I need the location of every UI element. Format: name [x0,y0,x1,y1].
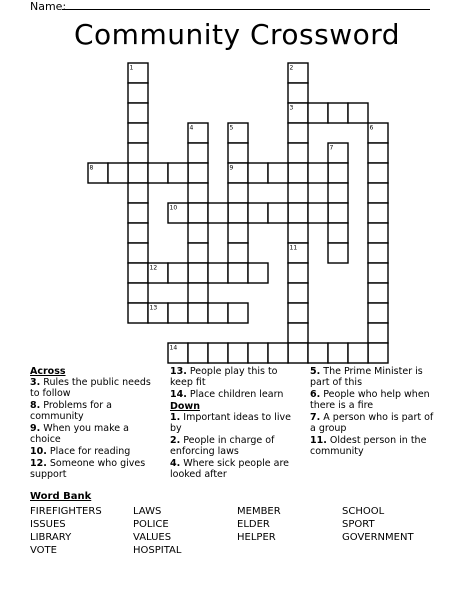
clue-number: 2. [170,435,181,446]
crossword-cell[interactable] [128,223,148,243]
page-title: Community Crossword [73,18,401,51]
crossword-cell[interactable] [168,263,188,283]
word-bank-item: POLICE [133,519,169,530]
crossword-cell[interactable] [108,163,128,183]
cell-number: 14 [169,344,178,352]
clue-text: A person who is part of a group [310,412,434,434]
clue-number: 14. [170,389,187,400]
crossword-cell[interactable] [168,303,188,323]
clue-number: 13. [170,366,187,377]
word-bank-item: MEMBER [237,506,281,517]
crossword-cell[interactable] [288,183,308,203]
crossword-cell[interactable] [128,203,148,223]
word-bank-column-2 [133,505,181,557]
crossword-cell[interactable] [248,343,268,363]
crossword-cell[interactable] [328,163,348,183]
clue-number: 6. [310,389,321,400]
crossword-cell[interactable] [188,223,208,243]
clue-number: 10. [30,446,47,457]
clue-number: 1. [170,412,181,423]
word-bank-title: Word Bank [30,491,92,502]
clue-down-7 [310,412,440,434]
clue-across-10 [30,446,158,457]
cell-number: 1 [129,64,134,72]
crossword-cell[interactable] [368,343,388,363]
crossword-cell[interactable] [288,283,308,303]
word-bank-item: LIBRARY [30,532,72,543]
crossword-cell[interactable] [368,143,388,163]
clue-number: 9. [30,423,41,434]
cell-number: 10 [169,204,178,212]
crossword-cell[interactable] [288,303,308,323]
cell-number: 3 [289,104,294,112]
clue-across-8 [30,400,158,422]
clue-text: Rules the public needs to follow [30,377,151,399]
crossword-cell[interactable] [228,203,248,223]
crossword-cell[interactable] [188,163,208,183]
clue-text: Important ideas to live by [170,412,291,434]
down-heading: Down [170,401,200,412]
clue-number: 8. [30,400,41,411]
clue-number: 11. [310,435,327,446]
crossword-cell[interactable] [308,343,328,363]
crossword-cell[interactable] [288,83,308,103]
crossword-cell[interactable] [288,163,308,183]
clue-down-11 [310,435,440,457]
clue-text: Place children learn [189,389,284,400]
cell-number: 9 [229,164,234,172]
crossword-cell[interactable] [168,163,188,183]
clue-number: 4. [170,458,181,469]
crossword-cell[interactable] [208,263,228,283]
crossword-cell[interactable] [188,203,208,223]
crossword-cell[interactable] [228,143,248,163]
crossword-cell[interactable] [368,163,388,183]
clue-across-13 [170,366,302,388]
crossword-cell[interactable] [248,163,268,183]
crossword-cell[interactable] [368,243,388,263]
word-bank-item: SCHOOL [342,506,385,517]
crossword-cell[interactable] [328,243,348,263]
crossword-cell[interactable] [128,103,148,123]
crossword-cell[interactable] [348,103,368,123]
cell-number: 11 [289,244,298,252]
crossword-cell[interactable] [328,183,348,203]
crossword-cell[interactable] [308,163,328,183]
crossword-cell[interactable] [368,283,388,303]
clue-number: 5. [310,366,321,377]
word-bank-item: LAWS [133,506,162,517]
cell-number: 5 [229,124,234,132]
clue-text: Someone who gives support [30,458,146,480]
clue-text: The Prime Minister is part of this [310,366,423,388]
cell-number: 4 [189,124,194,132]
crossword-cell[interactable] [188,243,208,263]
crossword-cell[interactable] [288,203,308,223]
crossword-cell[interactable] [288,123,308,143]
crossword-cell[interactable] [188,183,208,203]
clue-text: People in charge of enforcing laws [170,435,275,457]
crossword-cell[interactable] [248,263,268,283]
crossword-cell[interactable] [128,263,148,283]
crossword-cell[interactable] [368,303,388,323]
clue-across-14 [170,389,302,400]
clue-text: When you make a choice [30,423,129,445]
word-bank-column-1 [30,505,102,557]
crossword-cell[interactable] [128,143,148,163]
crossword-cell[interactable] [288,143,308,163]
name-label: Name: [30,0,67,13]
crossword-cell[interactable] [368,203,388,223]
word-bank-item: VALUES [133,532,172,543]
cell-number: 7 [329,144,334,152]
crossword-cell[interactable] [308,103,328,123]
word-bank-item: ISSUES [30,519,66,530]
clue-text: People who help when there is a fire [310,389,430,411]
crossword-cell[interactable] [228,183,248,203]
clues-column-3 [310,366,440,458]
crossword-cell[interactable] [368,183,388,203]
word-bank-item: ELDER [237,519,270,530]
clue-down-5 [310,366,440,388]
clue-number: 3. [30,377,41,388]
cell-number: 13 [149,304,158,312]
word-bank-item: GOVERNMENT [342,532,414,543]
crossword-cell[interactable] [368,223,388,243]
crossword-cell[interactable] [128,303,148,323]
crossword-cell[interactable] [368,263,388,283]
clue-across-12 [30,458,158,480]
crossword-cell[interactable] [128,283,148,303]
crossword-cell[interactable] [268,203,288,223]
crossword-cell[interactable] [188,143,208,163]
crossword-cell[interactable] [208,343,228,363]
cell-number: 6 [369,124,374,132]
clue-down-6 [310,389,440,411]
crossword-cell[interactable] [288,263,308,283]
crossword-cell[interactable] [228,263,248,283]
crossword-cell[interactable] [128,163,148,183]
crossword-cell[interactable] [188,343,208,363]
clue-text: Oldest person in the community [310,435,427,457]
crossword-cell[interactable] [228,343,248,363]
crossword-cell[interactable] [288,223,308,243]
crossword-cell[interactable] [208,203,228,223]
crossword-cell[interactable] [228,243,248,263]
clues-column-1 [30,366,158,481]
crossword-cell[interactable] [248,203,268,223]
crossword-cell[interactable] [328,203,348,223]
cell-number: 2 [289,64,294,72]
word-bank-item: VOTE [30,545,57,556]
word-bank-item: HOSPITAL [133,545,182,556]
clue-down-1 [170,412,302,434]
word-bank-column-3 [237,505,281,544]
crossword-cell[interactable] [328,223,348,243]
clues-column-2 [170,366,302,481]
crossword-cell[interactable] [348,343,368,363]
crossword-cell[interactable] [288,323,308,343]
crossword-cell[interactable] [308,203,328,223]
word-bank-item: SPORT [342,519,375,530]
crossword-cell[interactable] [128,183,148,203]
crossword-cell[interactable] [228,223,248,243]
word-bank-column-4 [342,505,414,544]
cell-number: 12 [149,264,158,272]
crossword-cell[interactable] [268,163,288,183]
crossword-cell[interactable] [128,243,148,263]
crossword-cell[interactable] [328,343,348,363]
cell-number: 8 [89,164,94,172]
crossword-cell[interactable] [148,163,168,183]
crossword-cell[interactable] [368,323,388,343]
clue-text: People play this to keep fit [170,366,278,388]
crossword-cell[interactable] [288,343,308,363]
crossword-cell[interactable] [208,303,228,323]
clue-text: Where sick people are looked after [170,458,290,480]
crossword-cell[interactable] [328,103,348,123]
crossword-cell[interactable] [268,343,288,363]
across-heading: Across [30,366,66,377]
clue-across-9 [30,423,158,445]
clue-down-2 [170,435,302,457]
word-bank-item: FIREFIGHTERS [30,506,102,517]
crossword-cell[interactable] [228,303,248,323]
crossword-cell[interactable] [188,303,208,323]
word-bank-item: HELPER [237,532,276,543]
clue-across-3 [30,377,158,399]
clue-number: 7. [310,412,321,423]
crossword-cell[interactable] [188,283,208,303]
crossword-cell[interactable] [128,83,148,103]
crossword-cell[interactable] [188,263,208,283]
clue-number: 12. [30,458,47,469]
clue-down-4 [170,458,302,480]
crossword-cell[interactable] [128,123,148,143]
clue-text: Place for reading [49,446,131,457]
clue-text: Problems for a community [30,400,112,422]
